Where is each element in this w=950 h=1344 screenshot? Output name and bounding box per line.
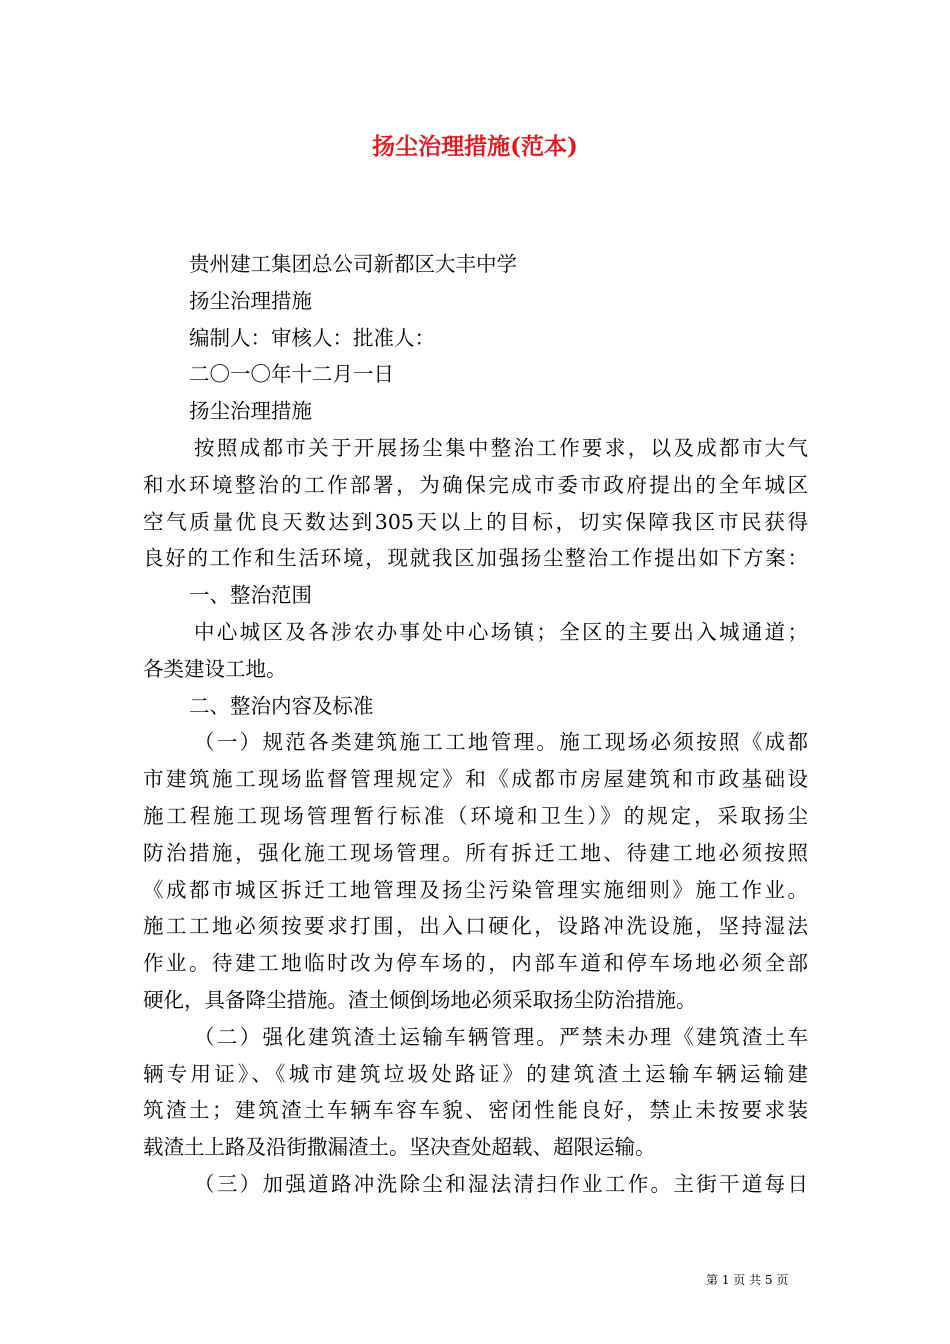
text-line-date: 二〇一〇年十二月一日 bbox=[189, 362, 394, 387]
paragraph-line: 载渣土上路及沿街撒漏渣土。坚决查处超载、超限运输。 bbox=[143, 1135, 656, 1160]
paragraph-line: （一）规范各类建筑施工工地管理。施工现场必须按照《成都 bbox=[194, 730, 808, 755]
page-number: 第 1 页 共 5 页 bbox=[706, 1273, 789, 1287]
paragraph-line: 筑渣土；建筑渣土车辆车容车貌、密闭性能良好，禁止未按要求装 bbox=[143, 1098, 808, 1123]
paragraph-line: 按照成都市关于开展扬尘集中整治工作要求，以及成都市大气 bbox=[194, 435, 808, 460]
paragraph-line: 防治措施，强化施工现场管理。所有拆迁工地、待建工地必须按照 bbox=[143, 840, 808, 865]
text-line-authors: 编制人：审核人：批准人： bbox=[189, 325, 435, 350]
paragraph-line: 良好的工作和生活环境，现就我区加强扬尘整治工作提出如下方案： bbox=[143, 546, 808, 571]
document-body bbox=[143, 246, 808, 1203]
paragraph-line: 和水环境整治的工作部署，为确保完成市委市政府提出的全年城区 bbox=[143, 472, 808, 497]
document-title: 扬尘治理措施(范本) bbox=[372, 133, 578, 160]
paragraph-line: 中心城区及各涉农办事处中心场镇；全区的主要出入城通道； bbox=[194, 619, 808, 644]
paragraph-line: 市建筑施工现场监督管理规定》和《成都市房屋建筑和市政基础设 bbox=[143, 767, 808, 792]
paragraph-line: 各类建设工地。 bbox=[143, 656, 287, 681]
paragraph-line: 作业。待建工地临时改为停车场的，内部车道和停车场地必须全部 bbox=[143, 951, 808, 976]
paragraph-line: 辆专用证》、《城市建筑垃圾处路证》的建筑渣土运输车辆运输建 bbox=[143, 1061, 808, 1086]
section-heading-content: 二、整治内容及标准 bbox=[189, 693, 374, 718]
paragraph-line: 《成都市城区拆迁工地管理及扬尘污染管理实施细则》施工作业。 bbox=[143, 877, 808, 902]
paragraph-line: （二）强化建筑渣土运输车辆管理。严禁未办理《建筑渣土车 bbox=[194, 1024, 808, 1049]
paragraph-line: 施工程施工现场管理暂行标准（环境和卫生）》的规定，采取扬尘 bbox=[143, 803, 808, 828]
section-heading-scope: 一、整治范围 bbox=[189, 583, 312, 608]
text-line-heading: 扬尘治理措施 bbox=[189, 399, 312, 424]
paragraph-line: 施工工地必须按要求打围，出入口硬化，设路冲洗设施，坚持湿法 bbox=[143, 914, 808, 939]
text-line-subtitle: 扬尘治理措施 bbox=[189, 288, 312, 313]
paragraph-line: （三）加强道路冲洗除尘和湿法清扫作业工作。主街干道每日 bbox=[194, 1171, 808, 1196]
text-line-company: 贵州建工集团总公司新都区大丰中学 bbox=[189, 252, 517, 276]
paragraph-line: 硬化，具备降尘措施。渣土倾倒场地必须采取扬尘防治措施。 bbox=[143, 987, 697, 1012]
paragraph-line: 空气质量优良天数达到305天以上的目标，切实保障我区市民获得 bbox=[143, 509, 808, 534]
